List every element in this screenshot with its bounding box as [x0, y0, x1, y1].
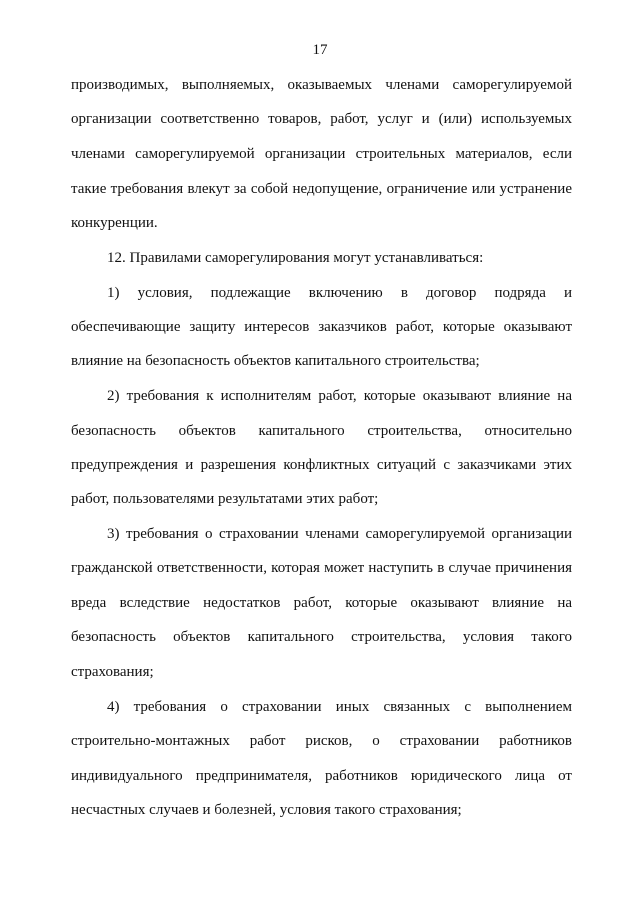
- text-line: конкуренции.: [71, 215, 158, 231]
- text-line: безопасность объектов капитального строительства, условия такого: [71, 629, 572, 645]
- text-line: страхования;: [71, 664, 154, 680]
- text-line: гражданской ответственности, которая может наступить в случае причинения: [71, 560, 572, 576]
- text-line: обеспечивающие защиту интересов заказчиков работ, которые оказывают: [71, 319, 572, 335]
- text-line: несчастных случаев и болезней, условия такого страхования;: [71, 802, 462, 818]
- paragraph-start: 3) требования о страховании членами саморегулируемой организации: [107, 526, 572, 542]
- text-line: вреда вследствие недостатков работ, которые оказывают влияние на: [71, 595, 572, 611]
- text-line: предупреждения и разрешения конфликтных ситуаций с заказчиками этих: [71, 457, 572, 473]
- text-line: индивидуального предпринимателя, работников юридического лица от: [71, 768, 572, 784]
- page-number: 17: [312, 42, 328, 58]
- paragraph-start: 2) требования к исполнителям работ, которые оказывают влияние на: [107, 388, 572, 404]
- paragraph-start: 4) требования о страховании иных связанных с выполнением: [107, 699, 572, 715]
- text-line: такие требования влекут за собой недопущение, ограничение или устранение: [71, 181, 572, 197]
- text-line: безопасность объектов капитального строительства, относительно: [71, 423, 572, 439]
- text-line: членами саморегулируемой организации строительных материалов, если: [71, 146, 572, 162]
- text-line: влияние на безопасность объектов капитального строительства;: [71, 353, 480, 369]
- text-line: организации соответственно товаров, работ, услуг и (или) используемых: [71, 111, 572, 127]
- paragraph-start: 1) условия, подлежащие включению в договор подряда и: [107, 285, 572, 301]
- text-line: работ, пользователями результатами этих работ;: [71, 491, 379, 507]
- text-line: строительно-монтажных работ рисков, о страховании работников: [71, 733, 572, 749]
- paragraph-start: 12. Правилами саморегулирования могут устанавливаться:: [107, 250, 484, 266]
- text-line: производимых, выполняемых, оказываемых членами саморегулируемой: [71, 77, 572, 93]
